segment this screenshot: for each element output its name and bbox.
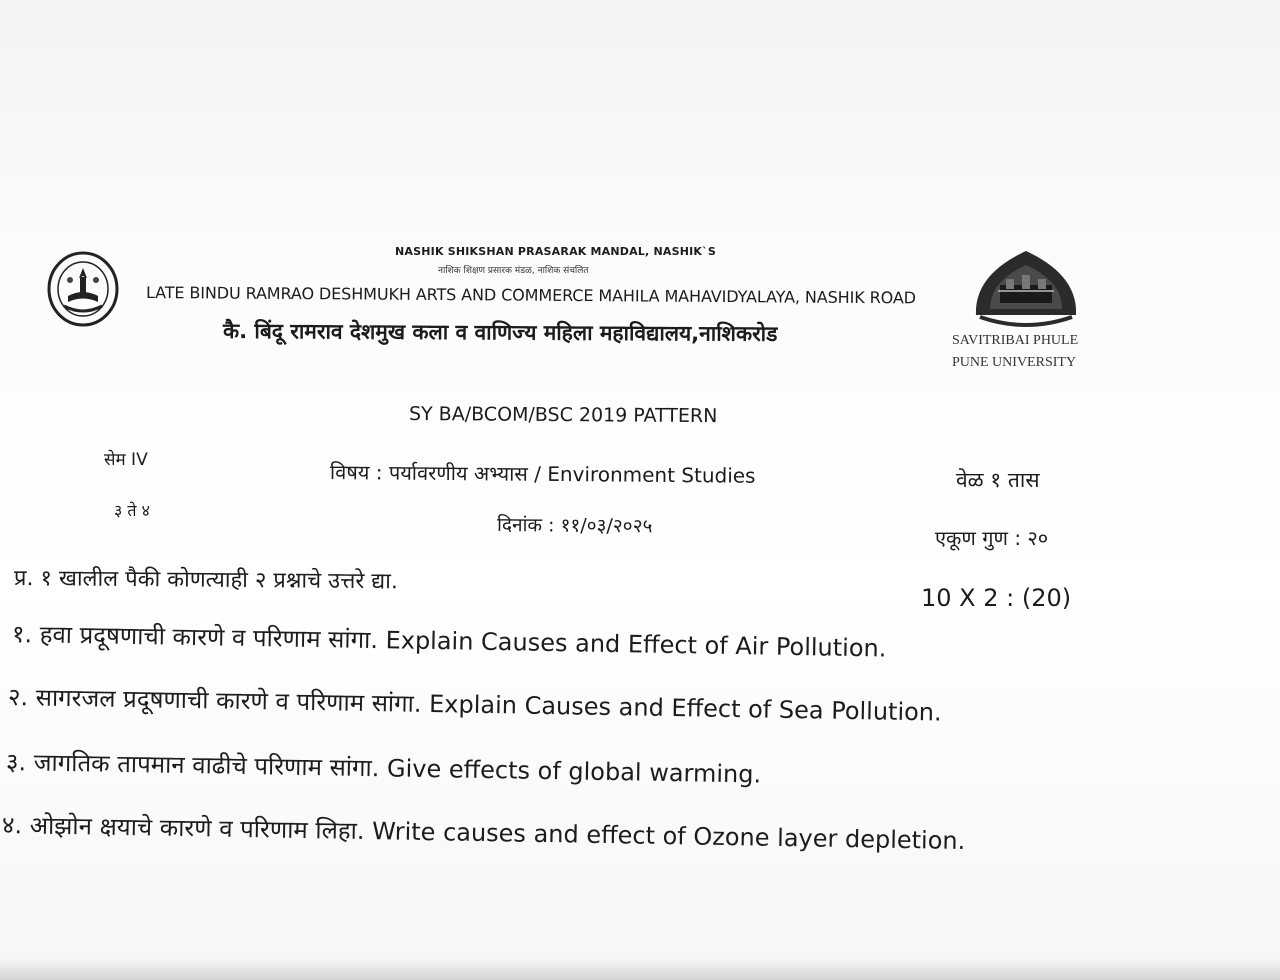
page-edge-shadow [0,958,1280,980]
college-emblem-logo [46,250,120,328]
society-name-marathi: नाशिक शिक्षण प्रसारक मंडळ, नाशिक संचलित [438,266,589,276]
total-marks: एकूण गुण : २० [935,526,1049,550]
university-logo [970,245,1082,331]
question-item: १. हवा प्रदूषणाची कारणे व परिणाम सांगा. Explain Causes and Effect of Air Pollution. [11,620,887,663]
society-name-english: NASHIK SHIKSHAN PRASARAK MANDAL, NASHIK`S [395,245,716,258]
subject-title: विषय : पर्यावरणीय अभ्यास / Environment Studies [329,460,756,488]
exam-duration: वेळ १ तास [956,468,1040,492]
university-name-line1: SAVITRIBAI PHULE [952,333,1079,348]
college-name-marathi: कै. बिंदू रामराव देशमुख कला व वाणिज्य महिला महाविद्यालय,नाशिकरोड [222,319,778,346]
question-item: ४. ओझोन क्षयाचे कारणे व परिणाम लिहा. Write causes and effect of Ozone layer depletion. [1,811,966,855]
college-name-english: LATE BINDU RAMRAO DESHMUKH ARTS AND COMMERCE MAHILA MAHAVIDYALAYA, NASHIK ROAD [145,283,917,308]
marks-formula: 10 X 2 : (20) [921,584,1072,612]
exam-pattern: SY BA/BCOM/BSC 2019 PATTERN [408,403,718,428]
exam-time-range: ३ ते ४ [114,501,150,520]
exam-date: दिनांक : ११/०३/२०२५ [496,514,653,538]
question-item: ३. जागतिक तापमान वाढीचे परिणाम सांगा. Give effects of global warming. [5,748,762,789]
university-name-line2: PUNE UNIVERSITY [952,355,1077,370]
semester-label: सेम IV [104,450,148,470]
question-item: २. सागरजल प्रदूषणाची कारणे व परिणाम सांगा. Explain Causes and Effect of Sea Pollution. [7,683,942,727]
question-heading: प्र. १ खालील पैकी कोणत्याही २ प्रश्नाचे उत्तरे द्या. [13,566,399,595]
